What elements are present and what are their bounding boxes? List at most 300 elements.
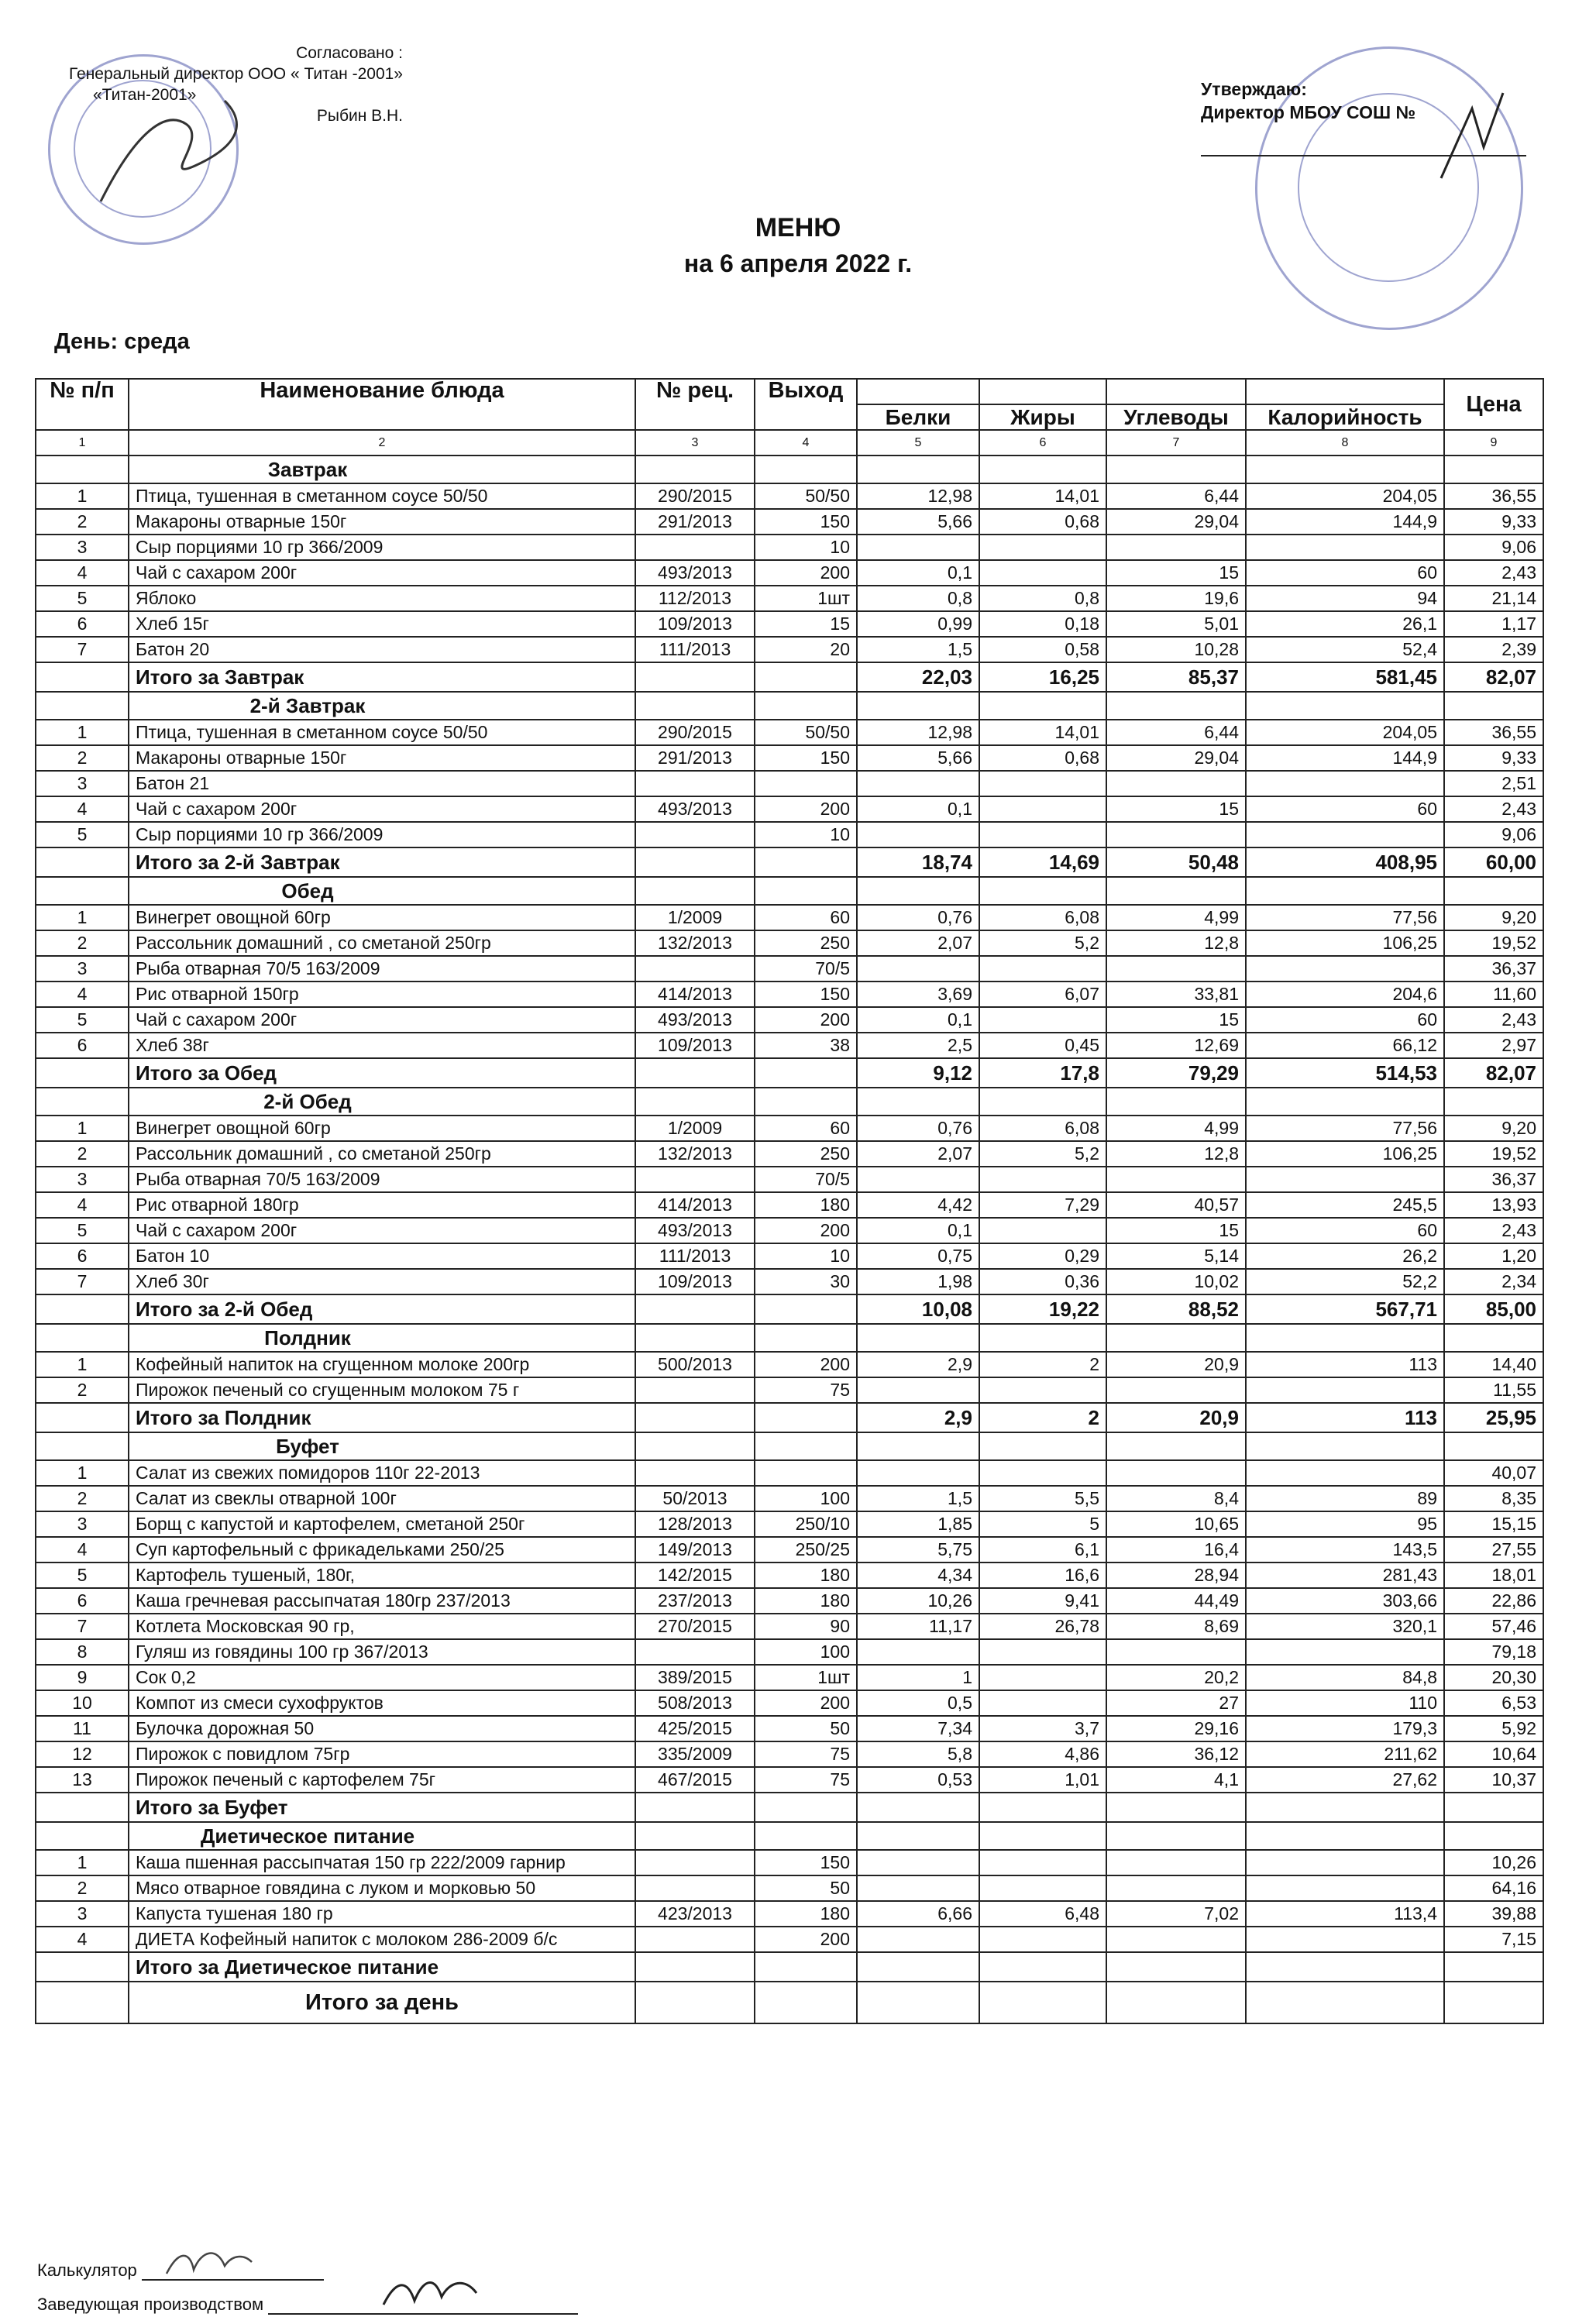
- section-empty-cell: [1246, 456, 1444, 483]
- yield-value: 1шт: [755, 1665, 857, 1690]
- carbs-value: 15: [1106, 796, 1246, 822]
- total-num-cell: [36, 1793, 129, 1822]
- protein-value: [857, 1167, 979, 1192]
- carbs-value: 29,04: [1106, 745, 1246, 771]
- total-protein: [857, 1793, 979, 1822]
- yield-value: 50: [755, 1875, 857, 1901]
- col-number: 2: [129, 430, 635, 456]
- fat-value: 0,29: [979, 1243, 1106, 1269]
- section-empty-cell: [755, 877, 857, 905]
- section-title: Завтрак: [129, 456, 635, 483]
- section-empty-cell: [1246, 692, 1444, 720]
- kcal-value: [1246, 771, 1444, 796]
- row-number: 7: [36, 1614, 129, 1639]
- carbs-value: 33,81: [1106, 982, 1246, 1007]
- carbs-value: [1106, 771, 1246, 796]
- table-row: [36, 796, 1543, 822]
- total-protein: 22,03: [857, 662, 979, 692]
- protein-value: 0,8: [857, 586, 979, 611]
- total-price: [1444, 1793, 1543, 1822]
- protein-value: [857, 1639, 979, 1665]
- column-number-row: [36, 430, 1543, 456]
- yield-value: 75: [755, 1741, 857, 1767]
- dish-name: Чай с сахаром 200г: [129, 560, 635, 586]
- yield-value: 200: [755, 1352, 857, 1377]
- section-num-cell: [36, 1324, 129, 1352]
- yield-value: 180: [755, 1563, 857, 1588]
- protein-value: 2,07: [857, 1141, 979, 1167]
- section-empty-cell: [635, 1324, 755, 1352]
- section-empty-cell: [1106, 1822, 1246, 1850]
- recipe-number: 414/2013: [635, 1192, 755, 1218]
- row-number: 11: [36, 1716, 129, 1741]
- dish-name: Хлеб 30г: [129, 1269, 635, 1294]
- section-total-row: [36, 1793, 1543, 1822]
- table-row: [36, 611, 1543, 637]
- row-number: 1: [36, 1116, 129, 1141]
- section-header-row: [36, 1822, 1543, 1850]
- section-empty-cell: [755, 1432, 857, 1460]
- recipe-number: 109/2013: [635, 1269, 755, 1294]
- fat-value: 16,6: [979, 1563, 1106, 1588]
- total-num-cell: [36, 1058, 129, 1088]
- dish-name: Котлета Московская 90 гр,: [129, 1614, 635, 1639]
- yield-value: 50/50: [755, 720, 857, 745]
- total-empty-cell: [635, 1058, 755, 1088]
- recipe-number: [635, 771, 755, 796]
- fat-value: 9,41: [979, 1588, 1106, 1614]
- fat-value: 0,45: [979, 1033, 1106, 1058]
- kcal-value: 113,4: [1246, 1901, 1444, 1927]
- approval-left-position: Генеральный директор ООО « Титан -2001»: [69, 65, 403, 83]
- fat-value: 0,8: [979, 586, 1106, 611]
- carbs-value: 15: [1106, 1218, 1246, 1243]
- yield-value: 180: [755, 1192, 857, 1218]
- recipe-number: 493/2013: [635, 1218, 755, 1243]
- row-number: 2: [36, 1486, 129, 1511]
- yield-value: [755, 1460, 857, 1486]
- total-kcal: 567,71: [1246, 1294, 1444, 1324]
- fat-value: [979, 1850, 1106, 1875]
- total-num-cell: [36, 1403, 129, 1432]
- yield-value: 200: [755, 1927, 857, 1952]
- price-value: 39,88: [1444, 1901, 1543, 1927]
- kcal-value: 303,66: [1246, 1588, 1444, 1614]
- section-empty-cell: [857, 877, 979, 905]
- price-value: 9,06: [1444, 822, 1543, 847]
- kcal-value: 204,6: [1246, 982, 1444, 1007]
- dish-name: Салат из свежих помидоров 110г 22-2013: [129, 1460, 635, 1486]
- section-empty-cell: [1106, 877, 1246, 905]
- price-value: 13,93: [1444, 1192, 1543, 1218]
- recipe-number: 111/2013: [635, 637, 755, 662]
- price-value: 9,06: [1444, 535, 1543, 560]
- yield-value: 50/50: [755, 483, 857, 509]
- total-carbs: 50,48: [1106, 847, 1246, 877]
- dish-name: Батон 20: [129, 637, 635, 662]
- row-number: 5: [36, 1218, 129, 1243]
- section-empty-cell: [635, 692, 755, 720]
- yield-value: [755, 771, 857, 796]
- protein-value: 5,66: [857, 745, 979, 771]
- protein-value: 1,98: [857, 1269, 979, 1294]
- yield-value: 10: [755, 535, 857, 560]
- section-empty-cell: [979, 877, 1106, 905]
- fat-value: 14,01: [979, 720, 1106, 745]
- table-row: [36, 1716, 1543, 1741]
- protein-value: 0,76: [857, 905, 979, 930]
- row-number: 6: [36, 1243, 129, 1269]
- fat-value: 6,1: [979, 1537, 1106, 1563]
- row-number: 8: [36, 1639, 129, 1665]
- total-num-cell: [36, 1952, 129, 1982]
- carbs-value: 5,01: [1106, 611, 1246, 637]
- total-price: [1444, 1952, 1543, 1982]
- signature-right: [1426, 85, 1519, 186]
- section-empty-cell: [635, 1822, 755, 1850]
- dish-name: Рассольник домашний , со сметаной 250гр: [129, 930, 635, 956]
- kcal-value: 52,4: [1246, 637, 1444, 662]
- kcal-value: 94: [1246, 586, 1444, 611]
- fat-value: 6,08: [979, 1116, 1106, 1141]
- section-empty-cell: [979, 1088, 1106, 1116]
- carbs-value: 6,44: [1106, 483, 1246, 509]
- fat-value: 1,01: [979, 1767, 1106, 1793]
- carbs-value: [1106, 535, 1246, 560]
- fat-value: 4,86: [979, 1741, 1106, 1767]
- row-number: 4: [36, 1192, 129, 1218]
- price-value: 2,43: [1444, 1218, 1543, 1243]
- section-num-cell: [36, 877, 129, 905]
- kcal-value: 95: [1246, 1511, 1444, 1537]
- kcal-value: [1246, 1875, 1444, 1901]
- section-header-row: [36, 1324, 1543, 1352]
- carbs-value: 15: [1106, 1007, 1246, 1033]
- fat-value: 0,58: [979, 637, 1106, 662]
- total-price: 82,07: [1444, 1058, 1543, 1088]
- section-title: 2-й Обед: [129, 1088, 635, 1116]
- table-row: [36, 1741, 1543, 1767]
- fat-value: [979, 535, 1106, 560]
- price-value: 20,30: [1444, 1665, 1543, 1690]
- section-empty-cell: [1246, 1432, 1444, 1460]
- protein-value: 0,1: [857, 1007, 979, 1033]
- kcal-value: 89: [1246, 1486, 1444, 1511]
- table-row: [36, 535, 1543, 560]
- yield-value: 1шт: [755, 586, 857, 611]
- row-number: 3: [36, 535, 129, 560]
- protein-value: 0,76: [857, 1116, 979, 1141]
- total-empty-cell: [755, 847, 857, 877]
- fat-value: 6,07: [979, 982, 1106, 1007]
- price-value: 40,07: [1444, 1460, 1543, 1486]
- day-total-empty-cell: [857, 1982, 979, 2023]
- section-empty-cell: [755, 1822, 857, 1850]
- col-number: 7: [1106, 430, 1246, 456]
- section-total-row: [36, 1952, 1543, 1982]
- kcal-value: 320,1: [1246, 1614, 1444, 1639]
- dish-name: Мясо отварное говядина с луком и морковью 50: [129, 1875, 635, 1901]
- table-row: [36, 982, 1543, 1007]
- fat-value: [979, 1690, 1106, 1716]
- section-empty-cell: [1246, 1822, 1444, 1850]
- fat-value: 0,68: [979, 745, 1106, 771]
- recipe-number: 493/2013: [635, 796, 755, 822]
- yield-value: 250/25: [755, 1537, 857, 1563]
- recipe-number: 111/2013: [635, 1243, 755, 1269]
- dish-name: Сыр порциями 10 гр 366/2009: [129, 822, 635, 847]
- table-row: [36, 586, 1543, 611]
- dish-name: Кофейный напиток на сгущенном молоке 200гр: [129, 1352, 635, 1377]
- col-kcal-header: Калорийность: [1246, 404, 1444, 430]
- signature-manager: [380, 2266, 480, 2312]
- protein-value: 7,34: [857, 1716, 979, 1741]
- yield-value: 180: [755, 1588, 857, 1614]
- section-empty-cell: [635, 456, 755, 483]
- col-yield-header: Выход: [755, 379, 857, 430]
- col-name-header: Наименование блюда: [129, 379, 635, 430]
- kcal-value: 144,9: [1246, 509, 1444, 535]
- dish-name: Чай с сахаром 200г: [129, 796, 635, 822]
- section-total-row: [36, 662, 1543, 692]
- recipe-number: 467/2015: [635, 1767, 755, 1793]
- row-number: 1: [36, 720, 129, 745]
- total-label: Итого за Буфет: [129, 1793, 635, 1822]
- total-fat: 16,25: [979, 662, 1106, 692]
- section-total-row: [36, 1403, 1543, 1432]
- dish-name: Гуляш из говядины 100 гр 367/2013: [129, 1639, 635, 1665]
- recipe-number: 508/2013: [635, 1690, 755, 1716]
- row-number: 5: [36, 1563, 129, 1588]
- total-label: Итого за Диетическое питание: [129, 1952, 635, 1982]
- yield-value: 250: [755, 1141, 857, 1167]
- protein-value: [857, 771, 979, 796]
- section-empty-cell: [857, 456, 979, 483]
- recipe-number: 128/2013: [635, 1511, 755, 1537]
- approval-right-position: Директор МБОУ СОШ №: [1201, 102, 1416, 122]
- section-empty-cell: [979, 456, 1106, 483]
- protein-value: 4,42: [857, 1192, 979, 1218]
- yield-value: 100: [755, 1639, 857, 1665]
- yield-value: 150: [755, 745, 857, 771]
- section-total-row: [36, 1294, 1543, 1324]
- total-kcal: [1246, 1793, 1444, 1822]
- row-number: 2: [36, 1377, 129, 1403]
- dish-name: Пирожок с повидлом 75гр: [129, 1741, 635, 1767]
- day-total-empty-cell: [635, 1982, 755, 2023]
- table-row: [36, 1218, 1543, 1243]
- recipe-number: 335/2009: [635, 1741, 755, 1767]
- protein-value: [857, 1850, 979, 1875]
- price-value: 36,55: [1444, 720, 1543, 745]
- col-number: 6: [979, 430, 1106, 456]
- protein-value: 0,1: [857, 1218, 979, 1243]
- yield-value: 20: [755, 637, 857, 662]
- section-title: Полдник: [129, 1324, 635, 1352]
- section-empty-cell: [979, 692, 1106, 720]
- carbs-value: 36,12: [1106, 1741, 1246, 1767]
- carbs-value: 40,57: [1106, 1192, 1246, 1218]
- price-value: 18,01: [1444, 1563, 1543, 1588]
- total-price: 25,95: [1444, 1403, 1543, 1432]
- recipe-number: 423/2013: [635, 1901, 755, 1927]
- table-row: [36, 637, 1543, 662]
- price-value: 27,55: [1444, 1537, 1543, 1563]
- carbs-value: 10,65: [1106, 1511, 1246, 1537]
- recipe-number: 1/2009: [635, 1116, 755, 1141]
- protein-value: 12,98: [857, 483, 979, 509]
- carbs-value: 15: [1106, 560, 1246, 586]
- protein-value: 11,17: [857, 1614, 979, 1639]
- dish-name: Чай с сахаром 200г: [129, 1218, 635, 1243]
- dish-name: Рыба отварная 70/5 163/2009: [129, 956, 635, 982]
- protein-value: 0,1: [857, 560, 979, 586]
- fat-value: [979, 1875, 1106, 1901]
- dish-name: Булочка дорожная 50: [129, 1716, 635, 1741]
- table-row: [36, 905, 1543, 930]
- table-row: [36, 1141, 1543, 1167]
- kcal-value: 204,05: [1246, 720, 1444, 745]
- kcal-value: 281,43: [1246, 1563, 1444, 1588]
- kcal-value: 143,5: [1246, 1537, 1444, 1563]
- price-value: 2,39: [1444, 637, 1543, 662]
- recipe-number: 149/2013: [635, 1537, 755, 1563]
- page-title: МЕНЮ: [755, 213, 841, 242]
- price-value: 9,33: [1444, 509, 1543, 535]
- dish-name: Хлеб 15г: [129, 611, 635, 637]
- dish-name: Сыр порциями 10 гр 366/2009: [129, 535, 635, 560]
- section-empty-cell: [1444, 877, 1543, 905]
- col-number: 5: [857, 430, 979, 456]
- dish-name: Каша пшенная рассыпчатая 150 гр 222/2009 гарнир: [129, 1850, 635, 1875]
- row-number: 4: [36, 1927, 129, 1952]
- section-num-cell: [36, 1432, 129, 1460]
- section-num-cell: [36, 456, 129, 483]
- carbs-value: 4,1: [1106, 1767, 1246, 1793]
- recipe-number: 132/2013: [635, 930, 755, 956]
- table-row: [36, 1007, 1543, 1033]
- total-fat: 2: [979, 1403, 1106, 1432]
- fat-value: [979, 1639, 1106, 1665]
- kcal-value: 106,25: [1246, 1141, 1444, 1167]
- total-empty-cell: [755, 1058, 857, 1088]
- recipe-number: 270/2015: [635, 1614, 755, 1639]
- total-carbs: [1106, 1952, 1246, 1982]
- recipe-number: 290/2015: [635, 483, 755, 509]
- dish-name: Макароны отварные 150г: [129, 745, 635, 771]
- total-carbs: 88,52: [1106, 1294, 1246, 1324]
- table-row: [36, 956, 1543, 982]
- section-empty-cell: [755, 692, 857, 720]
- price-value: 14,40: [1444, 1352, 1543, 1377]
- kcal-value: 60: [1246, 560, 1444, 586]
- row-number: 3: [36, 1511, 129, 1537]
- dish-name: Пирожок печеный со сгущенным молоком 75 г: [129, 1377, 635, 1403]
- recipe-number: [635, 822, 755, 847]
- table-row: [36, 1537, 1543, 1563]
- fat-value: 6,08: [979, 905, 1106, 930]
- fat-value: 7,29: [979, 1192, 1106, 1218]
- kcal-value: 110: [1246, 1690, 1444, 1716]
- section-empty-cell: [857, 1822, 979, 1850]
- total-num-cell: [36, 847, 129, 877]
- section-empty-cell: [857, 692, 979, 720]
- day-total-empty-cell: [1246, 1982, 1444, 2023]
- protein-value: [857, 956, 979, 982]
- total-num-cell: [36, 662, 129, 692]
- section-empty-cell: [1106, 692, 1246, 720]
- recipe-number: [635, 1850, 755, 1875]
- table-row: [36, 1767, 1543, 1793]
- total-fat: 14,69: [979, 847, 1106, 877]
- protein-value: 1: [857, 1665, 979, 1690]
- section-empty-cell: [635, 1432, 755, 1460]
- fat-value: [979, 1167, 1106, 1192]
- price-value: 9,20: [1444, 1116, 1543, 1141]
- header-row: [36, 379, 1543, 404]
- section-empty-cell: [635, 1088, 755, 1116]
- price-value: 10,26: [1444, 1850, 1543, 1875]
- row-number: 4: [36, 796, 129, 822]
- section-title: Диетическое питание: [129, 1822, 635, 1850]
- protein-value: [857, 1377, 979, 1403]
- section-empty-cell: [1106, 1088, 1246, 1116]
- protein-value: [857, 1875, 979, 1901]
- recipe-number: 425/2015: [635, 1716, 755, 1741]
- carbs-value: 8,69: [1106, 1614, 1246, 1639]
- section-empty-cell: [1444, 456, 1543, 483]
- row-number: 4: [36, 560, 129, 586]
- protein-value: 10,26: [857, 1588, 979, 1614]
- fat-value: 5,2: [979, 930, 1106, 956]
- signature-left: [93, 93, 248, 217]
- row-number: 7: [36, 637, 129, 662]
- kcal-value: 179,3: [1246, 1716, 1444, 1741]
- section-empty-cell: [1106, 1324, 1246, 1352]
- kcal-value: [1246, 1167, 1444, 1192]
- recipe-number: 237/2013: [635, 1588, 755, 1614]
- table-row: [36, 771, 1543, 796]
- row-number: 6: [36, 611, 129, 637]
- row-number: 2: [36, 1141, 129, 1167]
- total-empty-cell: [635, 1403, 755, 1432]
- fat-value: [979, 796, 1106, 822]
- kcal-value: 60: [1246, 1218, 1444, 1243]
- total-protein: 2,9: [857, 1403, 979, 1432]
- col-price-header: Цена: [1444, 379, 1543, 430]
- yield-value: 100: [755, 1486, 857, 1511]
- section-header-row: [36, 456, 1543, 483]
- carbs-value: 12,69: [1106, 1033, 1246, 1058]
- footer-calculator-label: Калькулятор: [37, 2260, 137, 2280]
- price-value: 2,34: [1444, 1269, 1543, 1294]
- fat-value: 5: [979, 1511, 1106, 1537]
- row-number: 4: [36, 982, 129, 1007]
- recipe-number: 389/2015: [635, 1665, 755, 1690]
- recipe-number: 1/2009: [635, 905, 755, 930]
- col-number: 1: [36, 430, 129, 456]
- table-row: [36, 1875, 1543, 1901]
- table-row: [36, 1511, 1543, 1537]
- protein-value: 4,34: [857, 1563, 979, 1588]
- menu-table: [35, 378, 1544, 2024]
- total-label: Итого за 2-й Завтрак: [129, 847, 635, 877]
- yield-value: 10: [755, 822, 857, 847]
- total-empty-cell: [635, 1952, 755, 1982]
- row-number: 2: [36, 509, 129, 535]
- price-value: 11,60: [1444, 982, 1543, 1007]
- carbs-value: 7,02: [1106, 1901, 1246, 1927]
